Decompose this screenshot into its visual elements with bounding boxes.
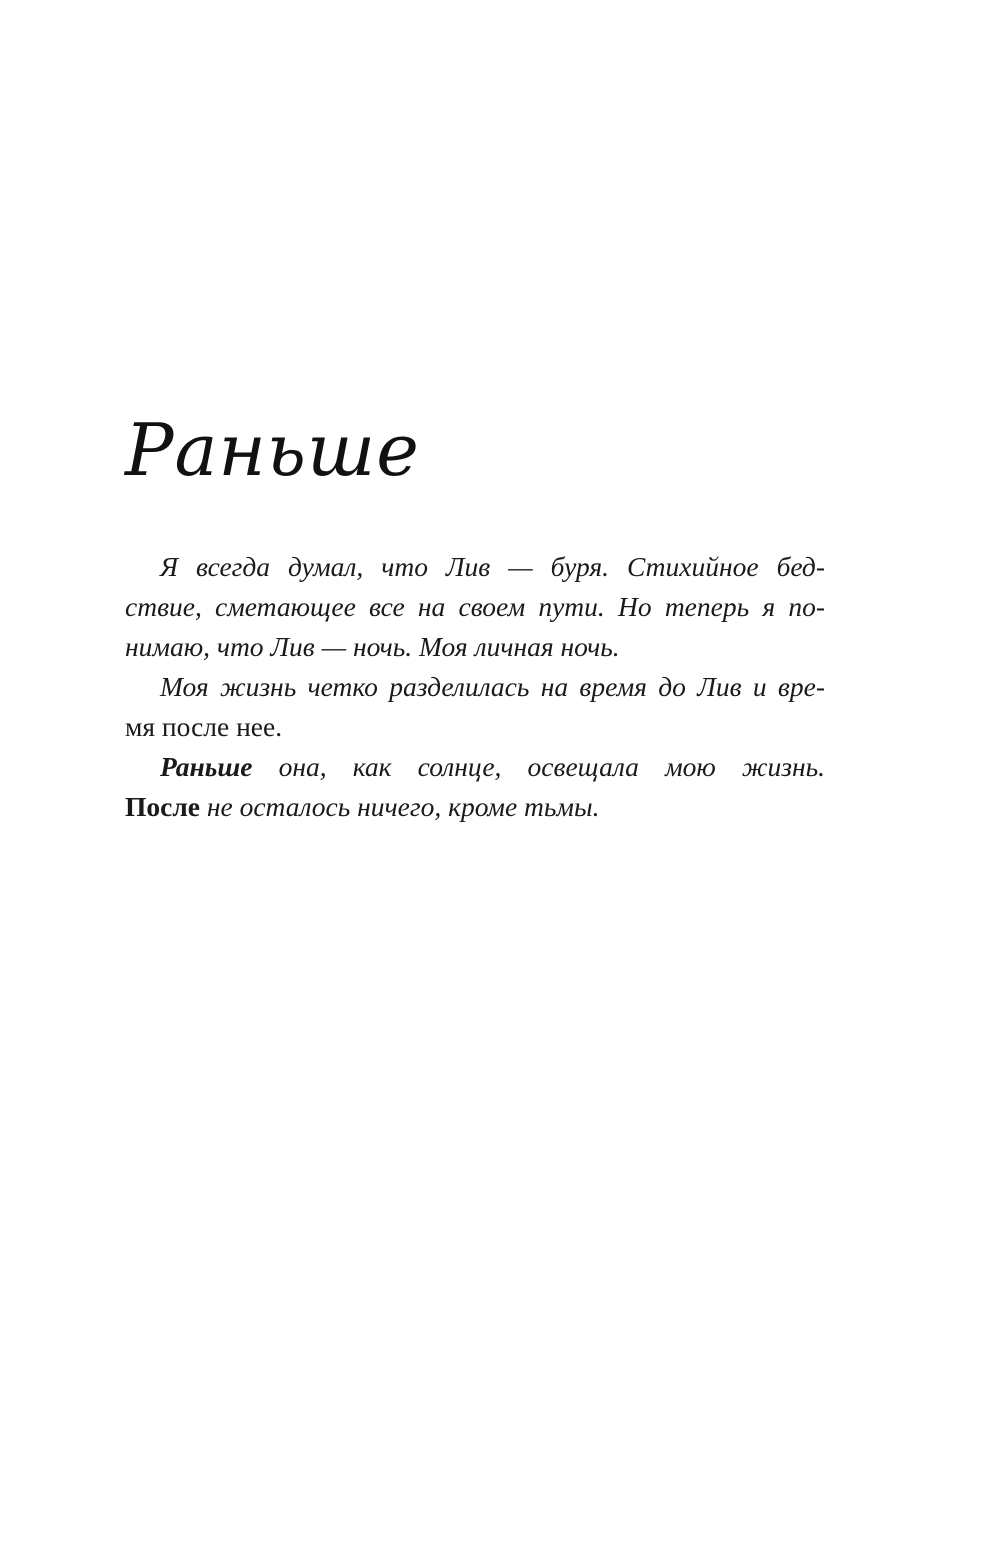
- paragraph-2-line-2: мя после нее.: [125, 711, 283, 742]
- emphasis-after: После: [125, 791, 200, 822]
- paragraph-2-line-1: Моя жизнь четко разделилась на время до Лив и вре-: [160, 671, 825, 702]
- paragraph-3-line-1: [125, 747, 825, 787]
- emphasis-before: Раньше: [160, 751, 253, 782]
- chapter-text: [125, 547, 825, 827]
- paragraph-1-line-2: ствие, сметающее все на своем пути. Но теперь я по-: [125, 591, 825, 622]
- paragraph-3-line-2: [125, 787, 825, 827]
- paragraph-1-line-3: нимаю, что Лив — ночь. Моя личная ночь.: [125, 631, 620, 662]
- paragraph-1-line-1: Я всегда думал, что Лив — буря. Стихийное бед-: [160, 551, 825, 582]
- chapter-title: Раньше: [125, 408, 420, 492]
- paragraph-3-line-2-text: не осталось ничего, кроме тьмы.: [199, 791, 600, 822]
- paragraph-3-line-1-text: она, как солнце, освещала мою жизнь.: [252, 751, 825, 782]
